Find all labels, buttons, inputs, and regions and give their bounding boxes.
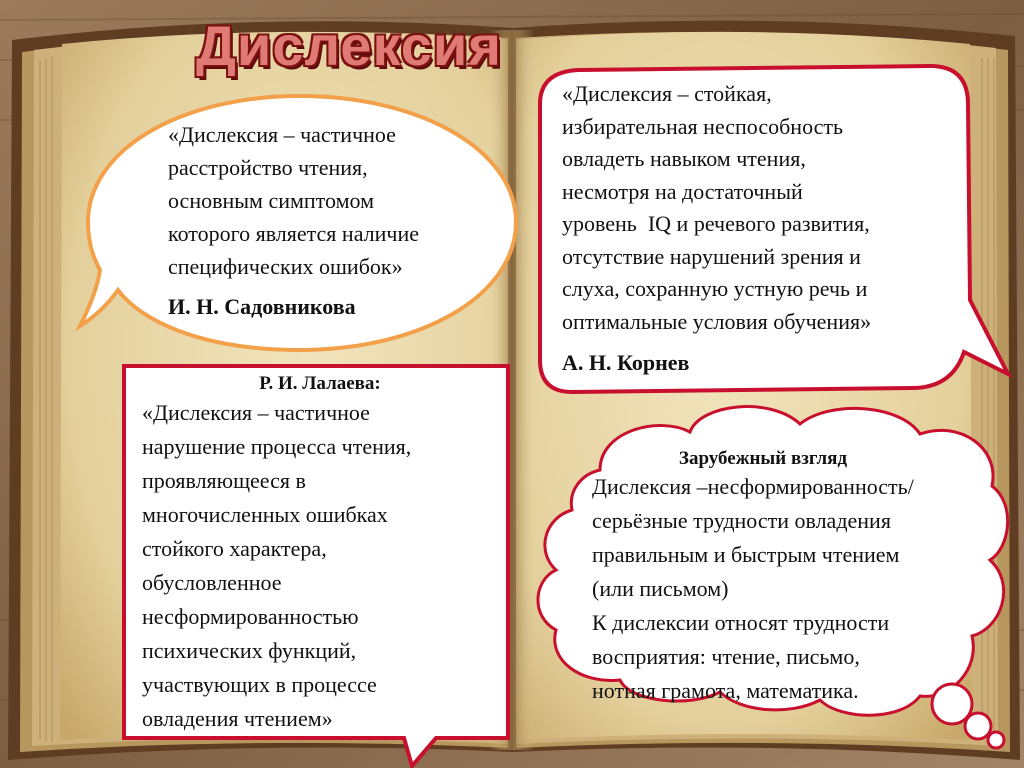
foreign-view-heading: Зарубежный взгляд	[678, 448, 848, 469]
quote-kornev	[562, 78, 982, 338]
foreign-view-text	[592, 470, 997, 708]
quote-line: отсутствие нарушений зрения и	[562, 243, 861, 269]
quote-line: проявляющееся в	[142, 468, 306, 493]
quote-line: специфических ошибок»	[168, 254, 403, 279]
quote-line: слуха, сохранную устную речь и	[562, 276, 868, 301]
quote-line: несмотря на достаточный	[562, 178, 803, 204]
quote-line: овладения чтением»	[142, 706, 333, 731]
quote-line: стойкого характера,	[142, 536, 327, 561]
thought-dot-small	[988, 732, 1004, 748]
quote-lalaeva	[142, 396, 502, 736]
text-line: восприятия: чтение, письмо,	[592, 644, 860, 669]
slide-title: Дислексия	[196, 14, 502, 77]
quote-line: оптимальные условия обучения»	[562, 308, 872, 334]
quote-line: нарушение процесса чтения,	[142, 434, 412, 459]
author-lalaeva: Р. И. Лалаева:	[259, 373, 381, 394]
quote-sadovnikova	[168, 118, 508, 283]
quote-line: расстройство чтения,	[168, 155, 368, 180]
author-kornev: А. Н. Корнев	[562, 350, 690, 375]
text-line: Дислексия –несформированность/	[592, 474, 914, 499]
quote-line: обусловленное	[142, 570, 282, 595]
quote-line: несформированностью	[142, 604, 359, 629]
quote-line: психических функций,	[142, 638, 357, 663]
quote-line: уровень IQ и речевого развития,	[562, 211, 870, 236]
quote-line: «Дислексия – частичное	[168, 122, 396, 147]
author-sadovnikova: И. Н. Садовникова	[168, 294, 356, 319]
quote-line: овладеть навыком чтения,	[562, 146, 806, 171]
quote-line: «Дислексия – частичное	[142, 400, 370, 425]
quote-line: «Дислексия – стойкая,	[562, 81, 772, 106]
quote-line: участвующих в процессе	[142, 672, 377, 697]
text-line: нотная грамота, математика.	[592, 678, 859, 703]
quote-line: основным симптомом	[168, 188, 375, 213]
quote-line: избирательная неспособность	[562, 113, 844, 139]
quote-line: многочисленных ошибках	[142, 502, 388, 527]
text-line: серьёзные трудности овладения	[592, 508, 891, 533]
text-line: К дислексии относят трудности	[592, 610, 890, 635]
text-line: правильным и быстрым чтением	[592, 542, 900, 567]
quote-line: которого является наличие	[168, 221, 420, 246]
thought-dot-medium	[965, 713, 991, 739]
text-line: (или письмом)	[592, 576, 729, 601]
